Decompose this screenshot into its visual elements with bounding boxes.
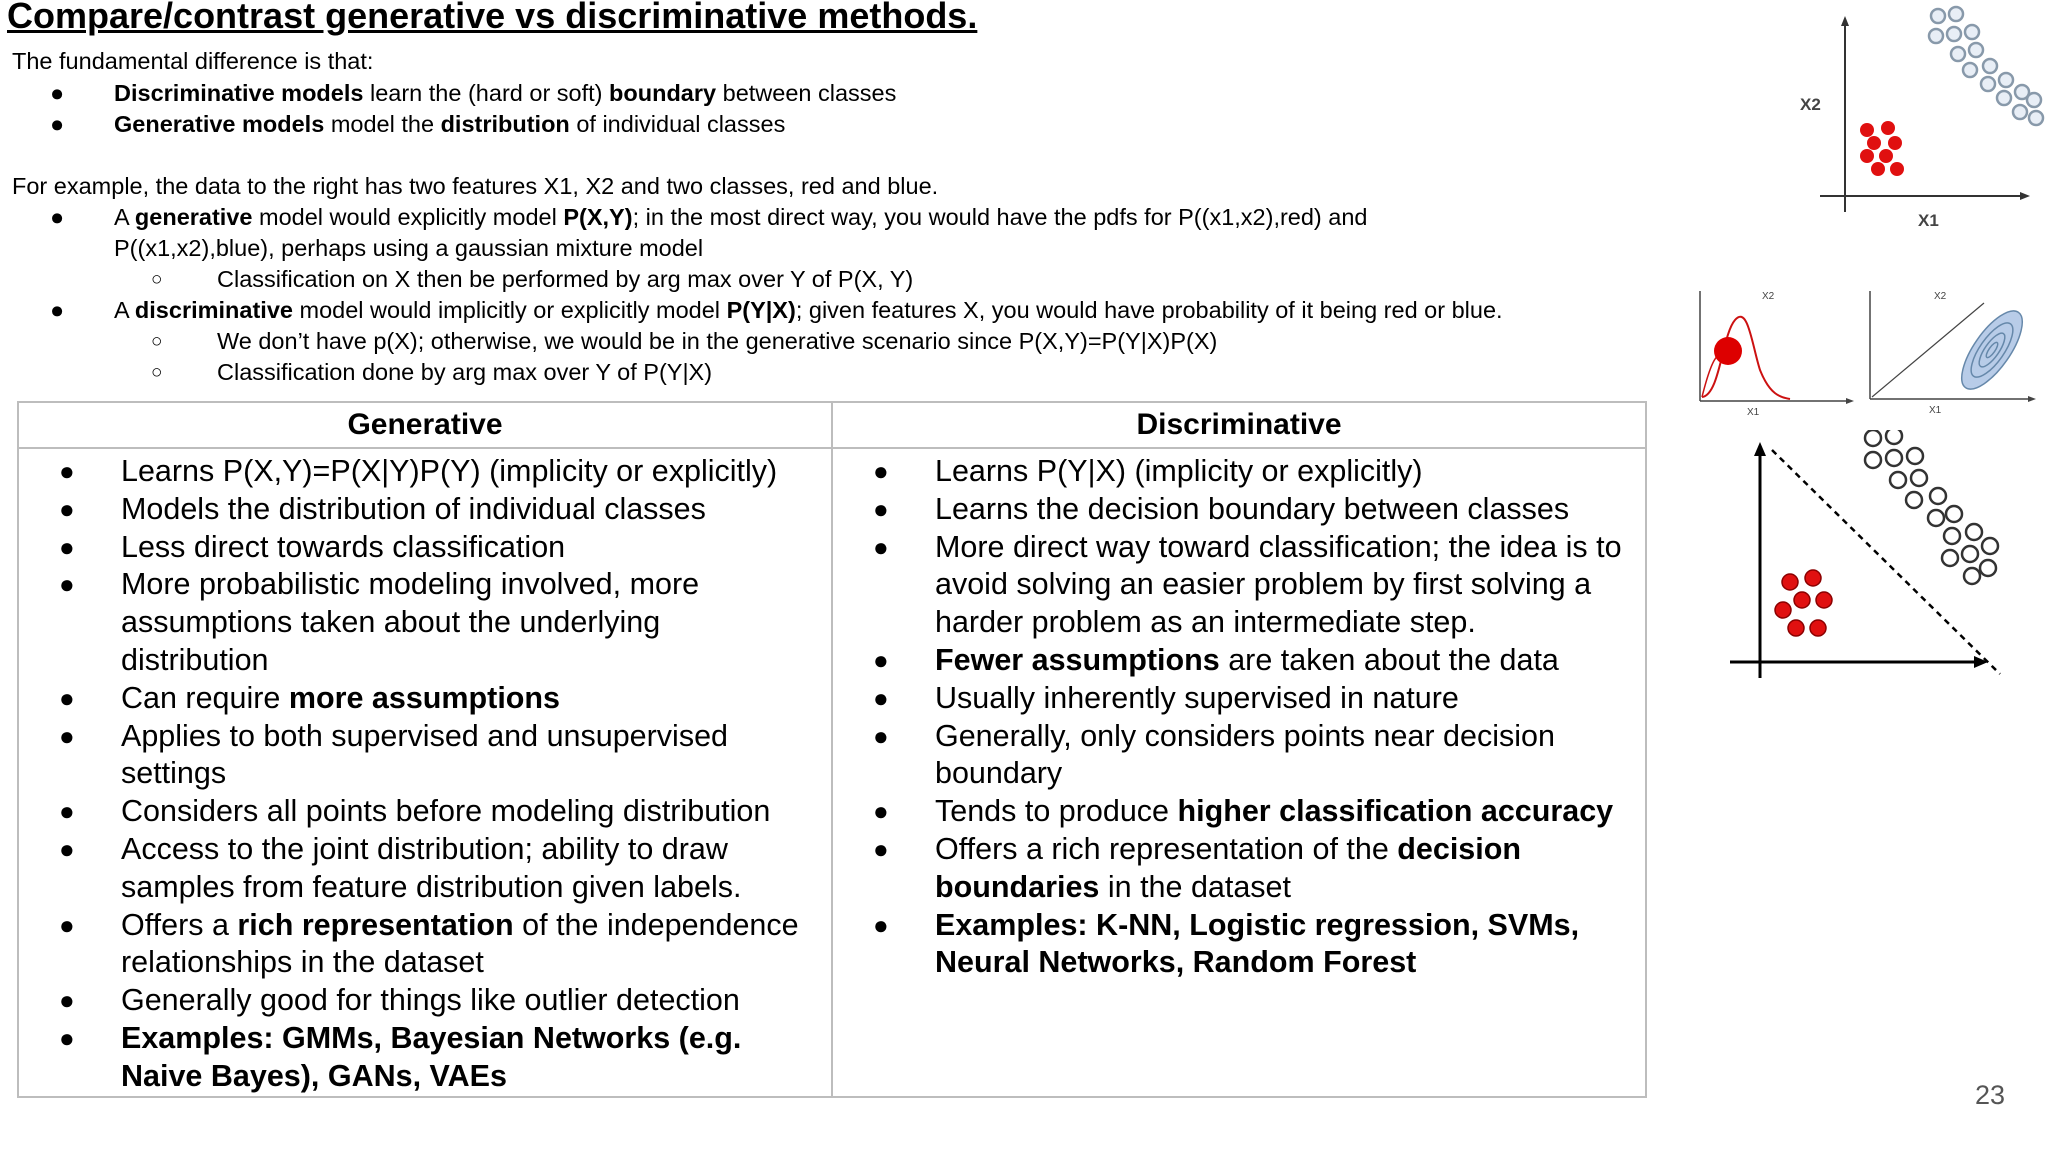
intro-bullet-discriminative: [12, 78, 1212, 109]
discriminative-example-sub1: We don’t have p(X); otherwise, we would be in the generative scenario since P(X,Y)=P(Y|X)P(X): [217, 328, 1218, 354]
red-cluster: [1775, 570, 1832, 636]
blue-cluster: [1929, 7, 2043, 125]
figure-ellipse: [1862, 285, 2048, 420]
discriminative-example: [12, 295, 1652, 388]
list-item: ● Generally, only considers points near decision boundary: [873, 718, 1555, 791]
figure-generative-density: [1690, 285, 1860, 420]
generative-example-line2: P((x1,x2),blue), perhaps using a gaussian mixture model: [114, 235, 704, 261]
sub-bullet-glyph: ○: [151, 269, 163, 290]
bullet-glyph: ●: [50, 111, 65, 137]
y-axis-label: X2: [1762, 291, 1775, 302]
figure-top-scatter: [1790, 0, 2048, 240]
discriminative-example-line1: A discriminative model would implicitly or explicitly model P(Y|X); given features X, you would have probability of it being red or blue.: [114, 297, 1503, 323]
sub-bullet-glyph: ○: [151, 331, 163, 352]
x-axis-arrow: [1846, 398, 1854, 404]
discriminative-example-sub2: Classification done by arg max over Y of P(Y|X): [217, 359, 713, 385]
list-item: ● Considers all points before modeling distribution: [59, 794, 771, 829]
header-generative: Generative: [18, 402, 832, 448]
list-item: ● Generally good for things like outlier detection: [59, 983, 740, 1018]
list-item: ● Learns P(X,Y)=P(X|Y)P(Y) (implicity or explicitly): [59, 454, 778, 488]
bullet-text: Generative models model the distribution of individual classes: [114, 111, 786, 137]
bullet-glyph: ●: [50, 80, 65, 106]
red-blob: [1714, 337, 1742, 365]
sub-bullet-glyph: ○: [151, 362, 163, 383]
list-item: ● Can require more assumptions: [59, 680, 561, 715]
header-discriminative: Discriminative: [832, 402, 1646, 448]
y-axis-arrow: [1754, 442, 1766, 456]
list-item: ● More direct way toward classification; the idea is to avoid solving an easier problem by first solving a harder problem as an intermediate step.: [873, 529, 1622, 640]
figure-decision-boundary: [1720, 430, 2020, 685]
ellipse-contours: [1951, 302, 2033, 398]
bullet-text: Discriminative models learn the (hard or soft) boundary between classes: [114, 80, 897, 106]
page-number: 23: [1975, 1080, 2006, 1110]
list-item: ● Less direct towards classification: [59, 529, 566, 564]
list-item: ● Examples: GMMs, Bayesian Networks (e.g. Naive Bayes), GANs, VAEs: [59, 1020, 742, 1093]
list-item: ● Tends to produce higher classification accuracy: [873, 794, 1614, 829]
x-axis-label: X1: [1918, 211, 1939, 230]
intro-lead: The fundamental difference is that:: [12, 48, 374, 74]
x-axis-arrow: [1974, 656, 1988, 668]
list-item: ● Access to the joint distribution; ability to draw samples from feature distribution given labels.: [59, 831, 742, 904]
generative-example: [12, 202, 1612, 295]
bullet-glyph: ●: [50, 204, 65, 230]
x-axis-arrow: [2028, 396, 2036, 402]
slide-title: Compare/contrast generative vs discriminative methods.: [7, 0, 978, 36]
list-item: ● Models the distribution of individual classes: [59, 491, 706, 526]
list-item: ● Offers a rich representation of the decision boundaries in the dataset: [873, 831, 1521, 904]
list-item: ● Examples: K-NN, Logistic regression, SVMs, Neural Networks, Random Forest: [873, 907, 1580, 980]
list-item: ● Learns the decision boundary between classes: [873, 491, 1570, 526]
list-item: ● Fewer assumptions are taken about the data: [873, 642, 1559, 677]
bullet-glyph: ●: [50, 297, 65, 323]
list-item: ● Applies to both supervised and unsupervised settings: [59, 718, 729, 791]
intro-bullet-generative: [12, 109, 1212, 140]
y-axis-label: X2: [1934, 291, 1947, 302]
list-item: ● More probabilistic modeling involved, more assumptions taken about the underlying distribution: [59, 567, 700, 677]
generative-example-line1: A generative model would explicitly model P(X,Y); in the most direct way, you would have the pdfs for P((x1,x2),red) and: [114, 204, 1368, 230]
list-item: ● Learns P(Y|X) (implicity or explicitly): [873, 454, 1423, 488]
discriminative-column: [832, 448, 1646, 1097]
list-item: ● Usually inherently supervised in nature: [873, 680, 1459, 715]
red-cluster: [1860, 121, 1904, 176]
list-item: ● Offers a rich representation of the independence relationships in the dataset: [59, 907, 799, 980]
example-lead: For example, the data to the right has two features X1, X2 and two classes, red and blue.: [12, 173, 939, 199]
y-axis-label: X2: [1800, 95, 1821, 114]
x-axis-label: X1: [1929, 405, 1942, 416]
comparison-table: [17, 401, 1647, 1098]
y-axis-arrow: [1841, 16, 1849, 26]
x-axis-arrow: [2020, 192, 2030, 200]
generative-example-sub: Classification on X then be performed by arg max over Y of P(X, Y): [217, 266, 914, 292]
x-axis-label: X1: [1747, 407, 1760, 418]
generative-column: [18, 448, 832, 1097]
